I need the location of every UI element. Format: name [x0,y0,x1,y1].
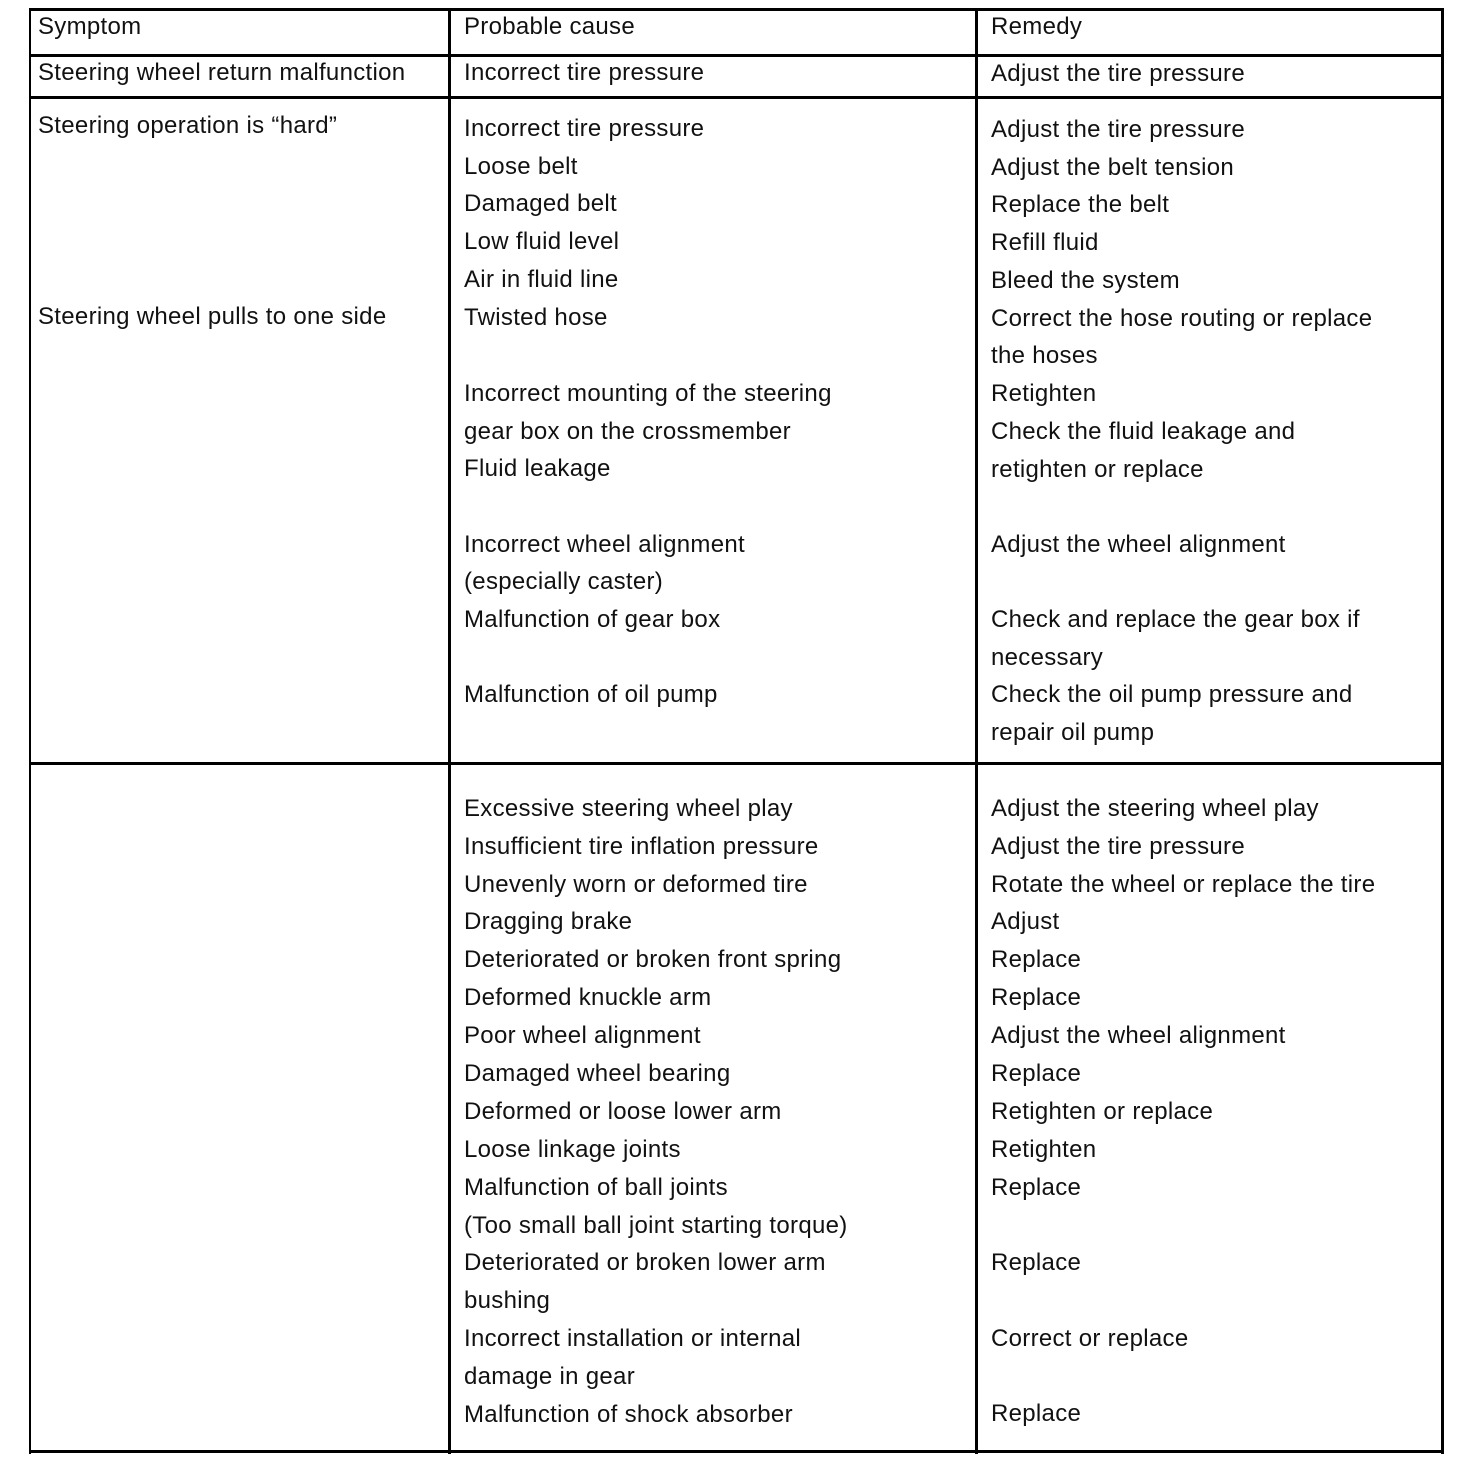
row2-cause: (especially caster) [464,568,664,595]
row2-cause: Loose belt [464,153,578,180]
row2-remedy: repair oil pump [991,719,1155,746]
row2-remedy: retighten or replace [991,456,1204,483]
table-border-left [29,8,31,1454]
row3-remedy: Replace [991,1060,1082,1087]
table-border-bottom [29,1450,1444,1453]
row2-remedy: Check and replace the gear box if [991,606,1360,633]
row3-remedy: Adjust the tire pressure [991,833,1245,860]
row2-cause: Fluid leakage [464,455,611,482]
row2-remedy: Retighten [991,380,1097,407]
row2-cause: Twisted hose [464,304,608,331]
row2-symptom-hard: Steering operation is “hard” [38,112,338,139]
row2-remedy: Check the oil pump pressure and [991,681,1353,708]
row2-remedy: Adjust the tire pressure [991,116,1245,143]
row3-cause: Deformed or loose lower arm [464,1098,782,1125]
row-divider-1 [29,96,1444,99]
row3-cause: Unevenly worn or deformed tire [464,871,808,898]
row3-cause: Deteriorated or broken front spring [464,946,842,973]
row2-remedy: Bleed the system [991,267,1180,294]
row-divider-header [29,54,1444,57]
row2-cause: Low fluid level [464,228,620,255]
row3-cause: Poor wheel alignment [464,1022,701,1049]
row2-cause: Damaged belt [464,190,618,217]
row2-remedy: Check the fluid leakage and [991,418,1296,445]
row3-cause: Loose linkage joints [464,1136,681,1163]
row2-cause: Malfunction of oil pump [464,681,718,708]
row3-cause: Dragging brake [464,908,633,935]
row3-remedy: Adjust the steering wheel play [991,795,1319,822]
row3-cause: Excessive steering wheel play [464,795,793,822]
column-divider-1 [448,8,451,1454]
row2-cause: Incorrect wheel alignment [464,531,745,558]
row3-remedy: Replace [991,1400,1082,1427]
row2-remedy: Correct the hose routing or replace [991,305,1373,332]
row3-cause: Malfunction of shock absorber [464,1401,793,1428]
row3-remedy: Replace [991,984,1082,1011]
table-border-top [29,8,1444,11]
row2-cause: Air in fluid line [464,266,619,293]
row2-remedy: necessary [991,644,1104,671]
header-remedy: Remedy [991,13,1083,40]
row2-remedy: Adjust the belt tension [991,154,1235,181]
row3-remedy: Replace [991,1249,1082,1276]
row3-cause: Incorrect installation or internal [464,1325,802,1352]
row2-cause: gear box on the crossmember [464,418,791,445]
row3-remedy: Correct or replace [991,1325,1189,1352]
row1-cause: Incorrect tire pressure [464,59,705,86]
row2-cause: Incorrect mounting of the steering [464,380,832,407]
row2-cause: Malfunction of gear box [464,606,721,633]
row2-remedy: Replace the belt [991,191,1170,218]
row3-cause: (Too small ball joint starting torque) [464,1212,848,1239]
row2-symptom-pulls: Steering wheel pulls to one side [38,303,387,330]
column-divider-2 [975,8,978,1454]
row3-cause: Deteriorated or broken lower arm [464,1249,826,1276]
row3-cause: bushing [464,1287,551,1314]
row3-cause: Malfunction of ball joints [464,1174,728,1201]
header-probable-cause: Probable cause [464,13,635,40]
row1-remedy: Adjust the tire pressure [991,60,1245,87]
row2-remedy: the hoses [991,342,1098,369]
header-symptom: Symptom [38,13,142,40]
row3-cause: damage in gear [464,1363,635,1390]
row3-remedy: Rotate the wheel or replace the tire [991,871,1376,898]
row3-cause: Damaged wheel bearing [464,1060,731,1087]
row3-cause: Insufficient tire inflation pressure [464,833,819,860]
row2-remedy: Refill fluid [991,229,1099,256]
row3-remedy: Replace [991,946,1082,973]
row-divider-2 [29,762,1444,765]
row3-remedy: Replace [991,1174,1082,1201]
row1-symptom: Steering wheel return malfunction [38,59,406,86]
row3-remedy: Retighten or replace [991,1098,1214,1125]
row3-remedy: Retighten [991,1136,1097,1163]
row2-remedy: Adjust the wheel alignment [991,531,1286,558]
row2-cause: Incorrect tire pressure [464,115,705,142]
row3-remedy: Adjust [991,908,1060,935]
table-border-right [1441,8,1444,1454]
row3-remedy: Adjust the wheel alignment [991,1022,1286,1049]
row3-cause: Deformed knuckle arm [464,984,712,1011]
